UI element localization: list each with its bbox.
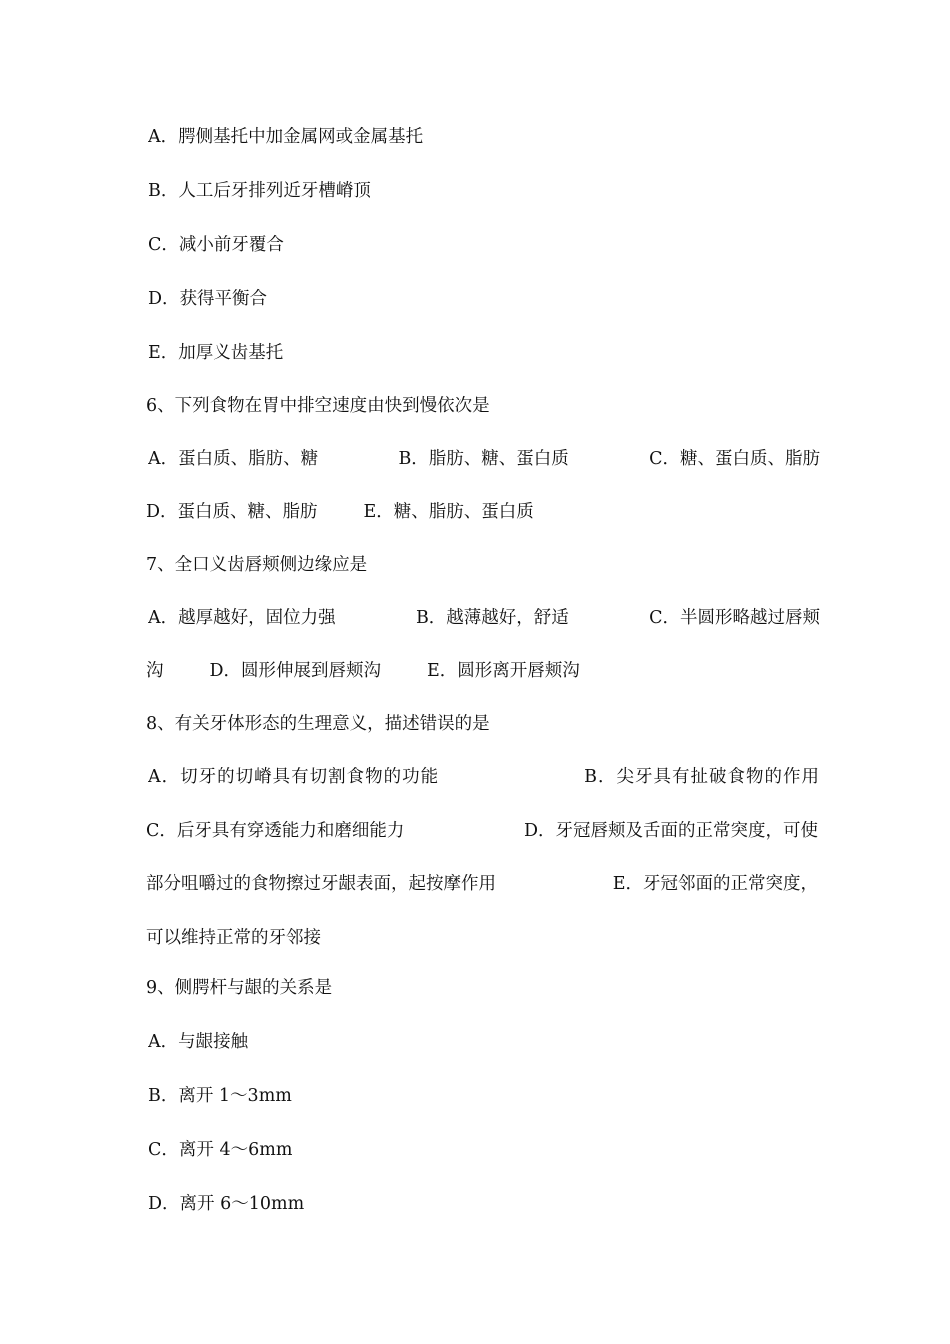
q7-options-line-2	[146, 659, 818, 683]
q8-options-line-3	[146, 872, 818, 896]
q7-option-d: D．圆形伸展到唇颊沟	[209, 661, 382, 681]
q6-option-b: B．脂肪、糖、蛋白质	[398, 449, 569, 469]
q6-options-line-2	[146, 500, 818, 524]
q7-options-line-1	[148, 606, 820, 630]
q7-option-e: E．圆形离开唇颊沟	[427, 661, 580, 681]
q8-option-d: D．牙冠唇颊及舌面的正常突度，可使	[523, 821, 818, 841]
q6-option-a: A．蛋白质、脂肪、糖	[148, 449, 319, 469]
q6-option-e: E．糖、脂肪、蛋白质	[363, 502, 534, 522]
q7-option-b: B．越薄越好，舒适	[415, 608, 569, 628]
q8-options-line-2	[146, 819, 818, 843]
q8-options-line-1	[148, 765, 820, 789]
question-9: 9、侧腭杆与龈的关系是	[146, 978, 333, 998]
q7-option-c: C．半圆形略越过唇颊	[649, 608, 820, 628]
q9-option-a: A．与龈接触	[148, 1032, 249, 1052]
q8-option-d-continued: 部分咀嚼过的食物擦过牙龈表面，起按摩作用	[146, 874, 496, 894]
option-d: D．获得平衡合	[148, 289, 268, 309]
option-e: E．加厚义齿基托	[148, 343, 284, 363]
option-a: A．腭侧基托中加金属网或金属基托	[148, 127, 424, 147]
q6-option-d: D．蛋白质、糖、脂肪	[146, 502, 318, 522]
q9-option-b: B．离开 1～3mm	[148, 1086, 292, 1106]
q8-option-e-continued: 可以维持正常的牙邻接	[146, 928, 321, 948]
option-b: B．人工后牙排列近牙槽嵴顶	[148, 181, 371, 201]
q8-option-a: A．切牙的切嵴具有切割食物的功能	[148, 767, 440, 787]
question-7: 7、全口义齿唇颊侧边缘应是	[146, 555, 368, 575]
q6-options-line-1	[148, 447, 820, 471]
q7-option-a: A．越厚越好，固位力强	[148, 608, 336, 628]
option-c: C．减小前牙覆合	[148, 235, 284, 255]
q8-option-c: C．后牙具有穿透能力和磨细能力	[146, 821, 405, 841]
question-6: 6、下列食物在胃中排空速度由快到慢依次是	[146, 396, 490, 416]
q8-option-b: B．尖牙具有扯破食物的作用	[584, 767, 820, 787]
q7-option-c-continued: 沟	[146, 661, 164, 681]
q8-option-e: E．牙冠邻面的正常突度，	[612, 874, 818, 894]
q9-option-d: D．离开 6～10mm	[148, 1194, 305, 1214]
q9-option-c: C．离开 4～6mm	[148, 1140, 293, 1160]
q6-option-c: C．糖、蛋白质、脂肪	[649, 449, 820, 469]
question-8: 8、有关牙体形态的生理意义，描述错误的是	[146, 714, 490, 734]
